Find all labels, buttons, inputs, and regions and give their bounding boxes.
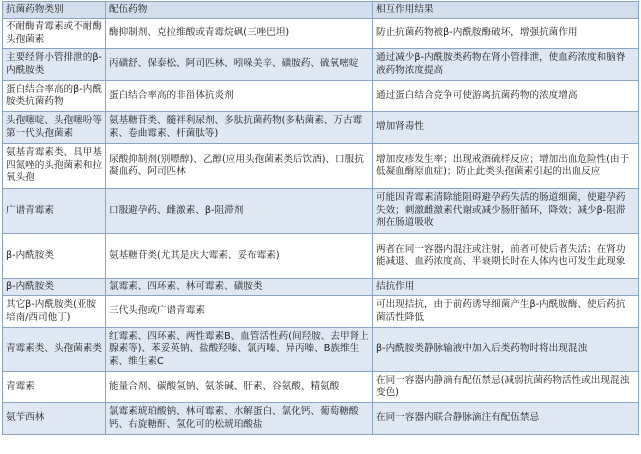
- combined-drug-cell: 能量合剂、碳酸氢钠、氨茶碱、肝素、谷氨酸、精氨酸: [106, 372, 373, 403]
- table-row: [3, 112, 639, 144]
- category-cell: β-内酰胺类: [3, 234, 106, 279]
- combined-drug-cell: 蛋白结合率高的非甾体抗炎剂: [106, 81, 373, 112]
- interaction-result-cell: 通过减少β-内酰胺类药物在肾小管排泄，使血药浓度和脑脊液药物浓度提高: [373, 49, 639, 81]
- category-cell: β-内酰胺类: [3, 279, 106, 296]
- category-cell: 青霉素类、头孢菌素类: [3, 328, 106, 372]
- table-row: [3, 234, 639, 279]
- interaction-result-cell: 防止抗菌药物被β-内酰胺酶破坏，增强抗菌作用: [373, 19, 639, 49]
- interaction-result-cell: 拮抗作用: [373, 279, 639, 296]
- table-header-row: [3, 2, 639, 19]
- interaction-result-cell: 可能因青霉素清除能阻碍避孕药失活的肠道细菌，使避孕药失效；刺激雌激素代谢或减少肠肝循环，降效；减少β-阻滞剂在肠道吸收: [373, 189, 639, 234]
- interaction-result-cell: 在同一容器内联合静脉滴注有配伍禁忌: [373, 403, 639, 435]
- table-row: [3, 372, 639, 403]
- combined-drug-cell: 尿酸抑制剂(别嘌醇)、乙醇(应用头孢菌素类后饮酒)、口服抗凝血药、阿司匹林: [106, 144, 373, 189]
- category-cell: 头孢噻啶、头孢噻吩等第一代头孢菌素: [3, 112, 106, 144]
- table-row: [3, 81, 639, 112]
- table-row: [3, 279, 639, 296]
- combined-drug-cell: 丙磺舒、保泰松、阿司匹林、吲哚美辛、磺胺药、硫氧嘧啶: [106, 49, 373, 81]
- interaction-result-cell: 可出现拮抗，由于前药诱导细菌产生β-内酰胺酶、使后药抗菌活性降低: [373, 296, 639, 328]
- combined-drug-cell: 氨基糖苷类、髓袢利尿剂、多肽抗菌药物(多粘菌素、万古霉素、卷曲霉素、杆菌肽等): [106, 112, 373, 144]
- category-cell: 氨苄西林: [3, 403, 106, 435]
- table-row: [3, 144, 639, 189]
- category-cell: 其它β-内酰胺类(亚胺培南/西司他丁): [3, 296, 106, 328]
- combined-drug-cell: 氯霉素琥珀酸钠、林可霉素、水解蛋白、氯化钙、葡萄糖酸钙、右旋糖酐、氢化可的松琥珀酸盐: [106, 403, 373, 435]
- combined-drug-cell: 口服避孕药、雌激素、β-阻滞剂: [106, 189, 373, 234]
- interaction-result-cell: 增加肾毒性: [373, 112, 639, 144]
- table-row: [3, 296, 639, 328]
- combined-drug-cell: 氯霉素、四环素、林可霉素、磺胺类: [106, 279, 373, 296]
- interaction-result-cell: 增加皮疹发生率；出现戒酒硫样反应；增加出血危险性(由于低凝血酶原血症)；防止此类头孢菌素引起的出血反应: [373, 144, 639, 189]
- interaction-result-cell: 两者在同一容器内混注或注射，前者可使后者失活；在肾功能减退、血药浓度高、半衰期长时在人体内也可发生此现象: [373, 234, 639, 279]
- table-row: [3, 328, 639, 372]
- interaction-result-cell: β-内酰胺类静脉输液中加入后类药物时将出现混浊: [373, 328, 639, 372]
- category-cell: 广谱青霉素: [3, 189, 106, 234]
- combined-drug-cell: 红霉素、四环素、两性霉素B、血管活性药(间羟胺、去甲肾上腺素等)、苯妥英钠、盐酸羟嗪、氯丙嗪、异丙嗪、B族维生素、维生素C: [106, 328, 373, 372]
- table-row: [3, 19, 639, 49]
- header-antibacterial-category: 抗菌药物类别: [3, 2, 106, 19]
- drug-interaction-table: [2, 1, 639, 435]
- drug-interaction-table-container: [2, 1, 638, 435]
- combined-drug-cell: 酶抑制剂、克拉维酸或青霉烷砜(三唑巴坦): [106, 19, 373, 49]
- combined-drug-cell: 氨基糖苷类(尤其是庆大霉素、妥布霉素): [106, 234, 373, 279]
- combined-drug-cell: 三代头孢或广谱青霉素: [106, 296, 373, 328]
- table-row: [3, 49, 639, 81]
- table-row: [3, 403, 639, 435]
- interaction-result-cell: 通过蛋白结合竞争可使游离抗菌药物的浓度增高: [373, 81, 639, 112]
- category-cell: 主要经肾小管排泄的β-内酰胺类: [3, 49, 106, 81]
- category-cell: 青霉素: [3, 372, 106, 403]
- category-cell: 不耐酶青霉素或不耐酶头孢菌素: [3, 19, 106, 49]
- category-cell: 蛋白结合率高的β-内酰胺类抗菌药物: [3, 81, 106, 112]
- header-interaction-result: 相互作用结果: [373, 2, 639, 19]
- header-combined-drugs: 配伍药物: [106, 2, 373, 19]
- table-row: [3, 189, 639, 234]
- interaction-result-cell: 在同一容器内静滴有配伍禁忌(减弱抗菌药物活性或出现混浊变色): [373, 372, 639, 403]
- category-cell: 氨基青霉素类、具甲基四氮唑的头孢菌素和拉氧头孢: [3, 144, 106, 189]
